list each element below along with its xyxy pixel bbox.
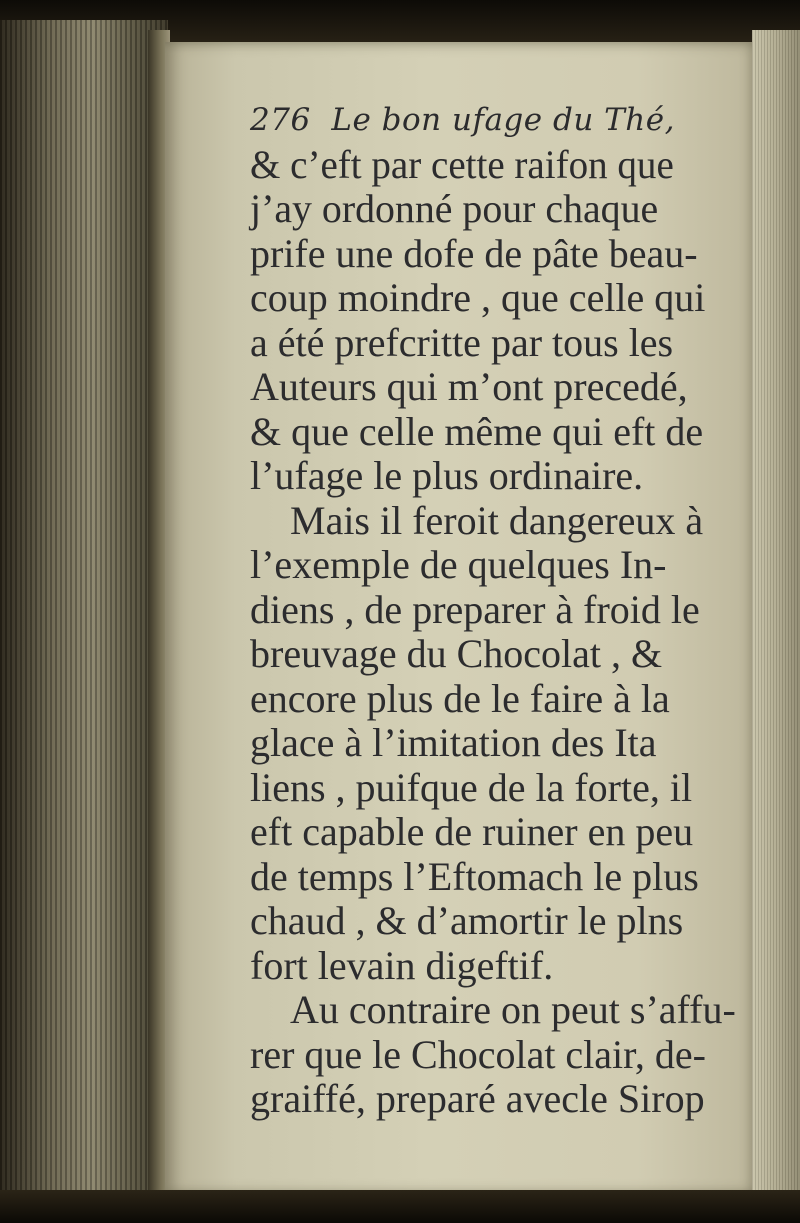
text-line: rer que le Chocolat clair, de-: [250, 1032, 706, 1077]
text-line: eft capable de ruiner en peu: [250, 809, 694, 854]
text-line: fort levain digeftif.: [250, 943, 554, 988]
page-number: 276: [250, 102, 311, 138]
text-line: Au contraire on peut s’affu-: [290, 987, 736, 1032]
text-line: diens , de preparer à froid le: [250, 587, 700, 632]
text-line: l’ufage le plus ordinaire.: [250, 453, 644, 498]
text-line: encore plus de le faire à la: [250, 676, 670, 721]
text-line: glace à l’imitation des Ita: [250, 720, 657, 765]
running-title: Le bon ufage du Thé,: [331, 102, 675, 138]
running-header: [250, 102, 675, 138]
book-binding: [0, 20, 168, 1200]
text-line: graiffé, preparé avecle Sirop: [250, 1076, 705, 1121]
text-line: prife une dofe de pâte beau-: [250, 231, 698, 276]
text-line: coup moindre , que celle qui: [250, 275, 706, 320]
text-line: a été prefcritte par tous les: [250, 320, 674, 365]
text-line: & que celle même qui eft de: [250, 409, 704, 454]
text-line: & c’eft par cette raifon que: [250, 142, 674, 187]
photo-background-bottom: [0, 1190, 800, 1223]
text-line: liens , puifque de la forte, il: [250, 765, 693, 810]
text-line: chaud , & d’amortir le plns: [250, 898, 684, 943]
text-line: breuvage du Chocolat , &: [250, 631, 663, 676]
page-edge-bleedthrough: [752, 30, 800, 1200]
text-line: j’ay ordonné pour chaque: [250, 186, 659, 231]
text-line: Mais il feroit dangereux à: [290, 498, 704, 543]
text-line: l’exemple de quelques In-: [250, 542, 667, 587]
text-line: Auteurs qui m’ont precedé,: [250, 364, 688, 409]
text-line: de temps l’Eftomach le plus: [250, 854, 699, 899]
